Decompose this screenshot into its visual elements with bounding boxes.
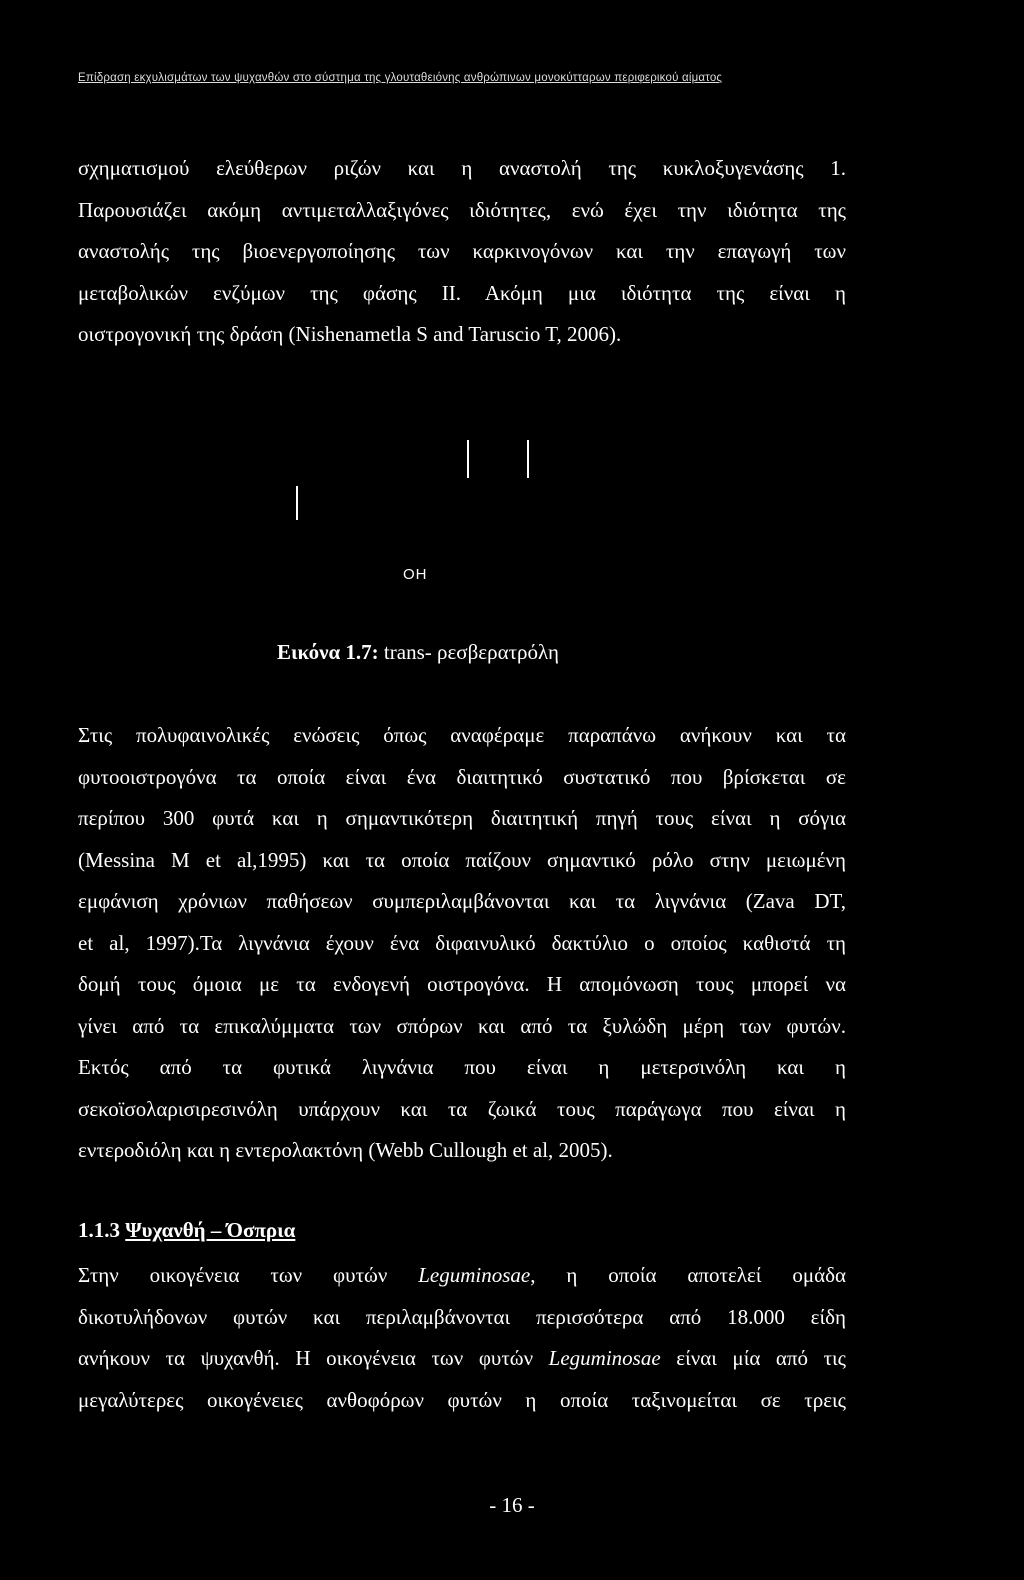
paragraph-line: οιστρογονική της δράση (Nishenametla S and Taruscio T, 2006). <box>78 322 622 346</box>
caption-label: Εικόνα 1.7: <box>277 640 379 664</box>
section-number: 1.1.3 <box>78 1218 120 1242</box>
italic-term: Leguminosae <box>548 1346 661 1370</box>
text-run: Στην οικογένεια των φυτών <box>78 1263 419 1287</box>
text-run: ανήκουν τα ψυχανθή. Η οικογένεια των φυτών <box>78 1346 549 1370</box>
paragraph-line: αναστολής της βιοενεργοποίησης των καρκινογόνων και την επαγωγή των <box>78 239 846 263</box>
figure-caption <box>277 640 559 665</box>
paragraph-line <box>78 1338 846 1380</box>
paragraph-line: γίνει από τα επικαλύμματα των σπόρων και από τα ξυλώδη μέρη των φυτών. <box>78 1013 846 1038</box>
paragraph-line: et al, 1997).Τα λιγνάνια έχουν ένα διφαινυλικό δακτύλιο ο οποίος καθιστά τη <box>78 930 846 955</box>
paragraph-line: εμφάνιση χρόνιων παθήσεων συμπεριλαμβάνονται και τα λιγνάνια (Zava DT, <box>78 889 846 913</box>
italic-term: Leguminosae <box>418 1263 531 1287</box>
structure-bond <box>527 440 529 478</box>
section-title: Ψυχανθή – Όσπρια <box>125 1218 296 1242</box>
text-run: είναι μία από τις <box>660 1346 846 1370</box>
text-run: , η οποία αποτελεί ομάδα <box>530 1263 846 1287</box>
section-heading <box>78 1218 295 1243</box>
paragraph-line: μεταβολικών ενζύμων της φάσης ΙΙ. Ακόμη μια ιδιότητα της είναι η <box>78 280 846 305</box>
paragraph-line: φυτοοιστρογόνα τα οποία είναι ένα διαιτητικό συστατικό που βρίσκεται σε <box>78 764 846 789</box>
paragraph-1 <box>78 148 846 356</box>
paragraph-line: περίπου 300 φυτά και η σημαντικότερη διαιτητική πηγή τους είναι η σόγια <box>78 806 846 830</box>
paragraph-line: σχηματισμού ελεύθερων ριζών και η αναστολή της κυκλοξυγενάσης 1. <box>78 156 846 180</box>
caption-text: trans- ρεσβερατρόλη <box>378 640 559 664</box>
paragraph-line: σεκοϊσολαρισιρεσινόλη υπάρχουν και τα ζωικά τους παράγωγα που είναι η <box>78 1096 846 1121</box>
paragraph-line: εντεροδιόλη και η εντερολακτόνη (Webb Cullough et al, 2005). <box>78 1138 613 1162</box>
hydroxyl-label: OH <box>403 566 428 583</box>
page-number: - 16 - <box>489 1493 535 1517</box>
paragraph-2 <box>78 715 846 1172</box>
paragraph-line: (Messina M et al,1995) και τα οποία παίζουν σημαντικό ρόλο στην μειωμένη <box>78 847 846 872</box>
paragraph-line <box>78 1255 846 1297</box>
paragraph-line: δομή τους όμοια με τα ενδογενή οιστρογόνα. Η απομόνωση τους μπορεί να <box>78 972 846 996</box>
running-header: Επίδραση εκχυλισμάτων των ψυχανθών στο σύστημα της γλουταθειόνης ανθρώπινων μονοκύτταρων περιφερικού αίματος <box>78 72 723 84</box>
paragraph-3 <box>78 1255 846 1421</box>
paragraph-line: Εκτός από τα φυτικά λιγνάνια που είναι η μετερσινόλη και η <box>78 1055 846 1079</box>
paragraph-line: δικοτυλήδονων φυτών και περιλαμβάνονται περισσότερα από 18.000 είδη <box>78 1304 846 1329</box>
paragraph-line: Στις πολυφαινολικές ενώσεις όπως αναφέραμε παραπάνω ανήκουν και τα <box>78 723 846 747</box>
paragraph-line: μεγαλύτερες οικογένειες ανθοφόρων φυτών η οποία ταξινομείται σε τρεις <box>78 1387 846 1412</box>
structure-bond <box>467 440 469 478</box>
paragraph-line: Παρουσιάζει ακόμη αντιμεταλλαξιγόνες ιδιότητες, ενώ έχει την ιδιότητα της <box>78 197 846 222</box>
structure-bond <box>296 486 298 520</box>
